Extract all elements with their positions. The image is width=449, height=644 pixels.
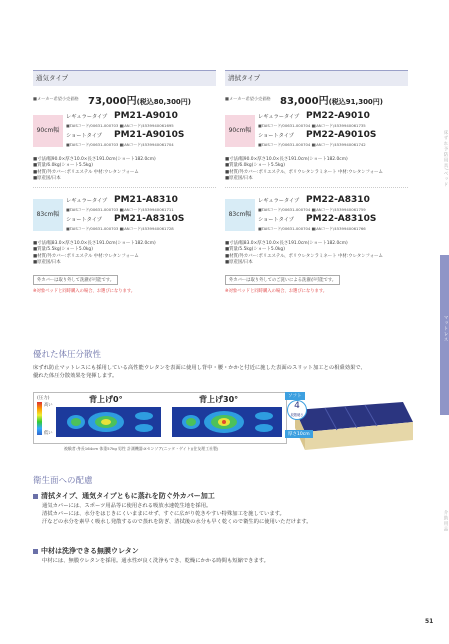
product-codes: ■TAISコード/00631-000704 ■JANコード/4539940061742	[258, 142, 366, 147]
hygiene-cover-text: 通気カバーには、スポーツ用品等に使用される吸放水速乾生地を採用。 清拭カバーには、水分をはじきにくいままにせず、すぐに広がり乾きやすい特殊加工を施しています。 汗などの水分を素早く吸水し発散するので蒸れを防ぎ、清拭後の水分も早く乾くので衛生的に使用いただけます。	[42, 503, 312, 525]
hygiene-heading-cover: 清拭タイプ、通気タイプともに蒸れを防ぐ外カバー加工	[33, 491, 215, 501]
pressure-caption: 被験者:身長164cm 体重57kg 男性 計測機器:Xセンソア(ニッタ・ゲイト)(住友理工社製)	[64, 446, 219, 451]
product-codes: ■TAISコード/00631-000704 ■JANコード/4539940061766	[258, 226, 366, 232]
pressure-legend-scale	[37, 402, 42, 435]
type-name: レギュラータイプ	[66, 198, 108, 205]
product-code: PM22-A8310S	[306, 214, 377, 225]
side-label-mattress: マットレス	[443, 315, 448, 343]
pressure-map-image	[56, 405, 282, 439]
bullet-square-icon	[33, 494, 38, 499]
product-code: PM21-A9010S	[114, 130, 185, 140]
product-code: PM22-A8310	[306, 195, 370, 206]
bullet-square-icon	[33, 549, 38, 554]
washable-note: 外カバーは取り外してのご洗いによる洗濯が可能です。	[225, 275, 340, 285]
left-product-column	[33, 70, 216, 294]
side-label-category: 床ずれ予防用具/ベッド	[443, 130, 448, 188]
purchase-warning: ※対象ベッドと同時購入の場合、お選びになります。	[225, 289, 328, 295]
product-codes: ■TAISコード/00631-000704 ■JANコード/4539940061759	[258, 207, 366, 213]
price-line	[33, 92, 216, 105]
section-title-hygiene: 衛生面への配慮	[33, 476, 93, 486]
product-codes: ■TAISコード/00631-000703 ■JANコード/4539940061711	[66, 207, 174, 213]
product-codes: ■TAISコード/00631-000703 ■JANコード/4539940061728	[66, 226, 174, 232]
product-codes: ■TAISコード/00631-000704 ■JANコード/4539940061735	[258, 123, 366, 128]
product-code: PM22-A9010S	[306, 130, 377, 140]
hygiene-core-text: 中材には、無膜ウレタンを採用。通水性が良く洗浄もでき、乾燥にかかる時間も短縮できます。	[42, 558, 269, 564]
type-name: レギュラータイプ	[66, 114, 108, 120]
price-note: ■メーカー希望小売価格	[225, 96, 271, 101]
type-name: ショートタイプ	[66, 133, 102, 139]
type-heading: 清拭タイプ	[225, 70, 408, 86]
product-list	[258, 195, 408, 233]
product-code: PM21-A9010	[114, 111, 178, 121]
price-value: 83,000円(税込91,300円)	[280, 96, 384, 107]
product-code: PM21-A8310	[114, 195, 178, 206]
type-name: ショートタイプ	[258, 133, 294, 139]
legend-title: (圧力)	[37, 396, 50, 401]
spec-list: ■寸法/幅83.0×厚さ10.0×長さ191.0cm(ショート182.0cm) ■質量/5.5kg(ショート5.0kg) ■材質/外カバー:ポリエステル、ポリウレタンラミネート 中材:ウレタンフォーム ■原産国/日本	[225, 241, 383, 266]
thickness-badge: 厚さ10cm	[285, 430, 313, 438]
spec-list: ■寸法/幅90.0×厚さ10.0×長さ191.0cm(ショート182.0cm) ■質量/6.0kg(ショート5.5kg) ■材質/外カバー:ポリエステル、ポリウレタンラミネート 中材:ウレタンフォーム ■原産国/日本	[225, 157, 383, 181]
product-list	[66, 111, 216, 149]
label-back-30: 背上げ30°	[199, 395, 239, 404]
type-name: レギュラータイプ	[258, 114, 300, 120]
pressure-map-panel	[33, 392, 287, 444]
firmness-badge	[287, 400, 307, 420]
size-block-83	[225, 195, 408, 237]
spec-list: ■寸法/幅90.0×厚さ10.0×長さ191.0cm(ショート182.0cm) ■質量/6.0kg(ショート5.5kg) ■材質/外カバー:ポリエステル 中材:ウレタンフォーム ■原産国/日本	[33, 157, 156, 181]
size-label: 83cm幅	[225, 199, 255, 231]
legend-high: 高い	[44, 403, 53, 408]
firmness-label: 段階硬さ	[290, 413, 304, 417]
legend-low: 低い	[44, 431, 53, 436]
type-name: ショートタイプ	[66, 217, 102, 224]
section-title-pressure: 優れた体圧分散性	[33, 350, 102, 360]
mattress-illustration	[285, 392, 415, 452]
type-name: ショートタイプ	[258, 217, 294, 224]
type-name: レギュラータイプ	[258, 198, 300, 205]
purchase-warning: ※対象ベッドと同時購入の場合、お選びになります。	[33, 289, 136, 295]
firmness-number: 4	[294, 401, 300, 411]
size-label: 90cm幅	[33, 115, 63, 147]
size-label: 90cm幅	[225, 115, 255, 147]
washable-note: 外カバーは取り外して洗濯が可能です。	[33, 275, 118, 285]
price-note: ■メーカー希望小売価格	[33, 96, 79, 101]
side-label-care: 介助用品	[443, 510, 448, 532]
price-value: 73,000円(税込80,300円)	[88, 96, 192, 107]
size-block-90	[33, 111, 216, 153]
product-codes: ■TAISコード/00631-000703 ■JANコード/4539940061695	[66, 123, 174, 128]
size-label: 83cm幅	[33, 199, 63, 231]
size-block-83	[33, 195, 216, 237]
size-block-90	[225, 111, 408, 153]
type-heading: 通気タイプ	[33, 70, 216, 86]
spec-list: ■寸法/幅83.0×厚さ10.0×長さ191.0cm(ショート182.0cm) ■質量/5.5kg(ショート5.0kg) ■材質/外カバー:ポリエステル 中材:ウレタンフォーム ■原産国/日本	[33, 241, 156, 266]
product-list	[66, 195, 216, 233]
right-product-column	[225, 70, 408, 294]
price-line	[225, 92, 408, 105]
product-code: PM22-A9010	[306, 111, 370, 121]
product-code: PM21-A8310S	[114, 214, 185, 225]
hygiene-heading-core: 中材は洗浄できる無膜ウレタン	[33, 546, 139, 556]
product-codes: ■TAISコード/00631-000703 ■JANコード/4539940061704	[66, 142, 174, 147]
soft-badge: ソフト	[285, 392, 305, 400]
page-number: 51	[425, 618, 434, 625]
pressure-description: 床ずれ防止マットレスにも採用している高性能ウレタンを表面に使用し背中・腰・かかと付近に施した表面のスリット加工との相乗効果で、 優れた体圧分散効果を発揮します。	[33, 365, 366, 379]
product-list	[258, 111, 408, 149]
label-back-0: 背上げ0°	[89, 395, 123, 404]
